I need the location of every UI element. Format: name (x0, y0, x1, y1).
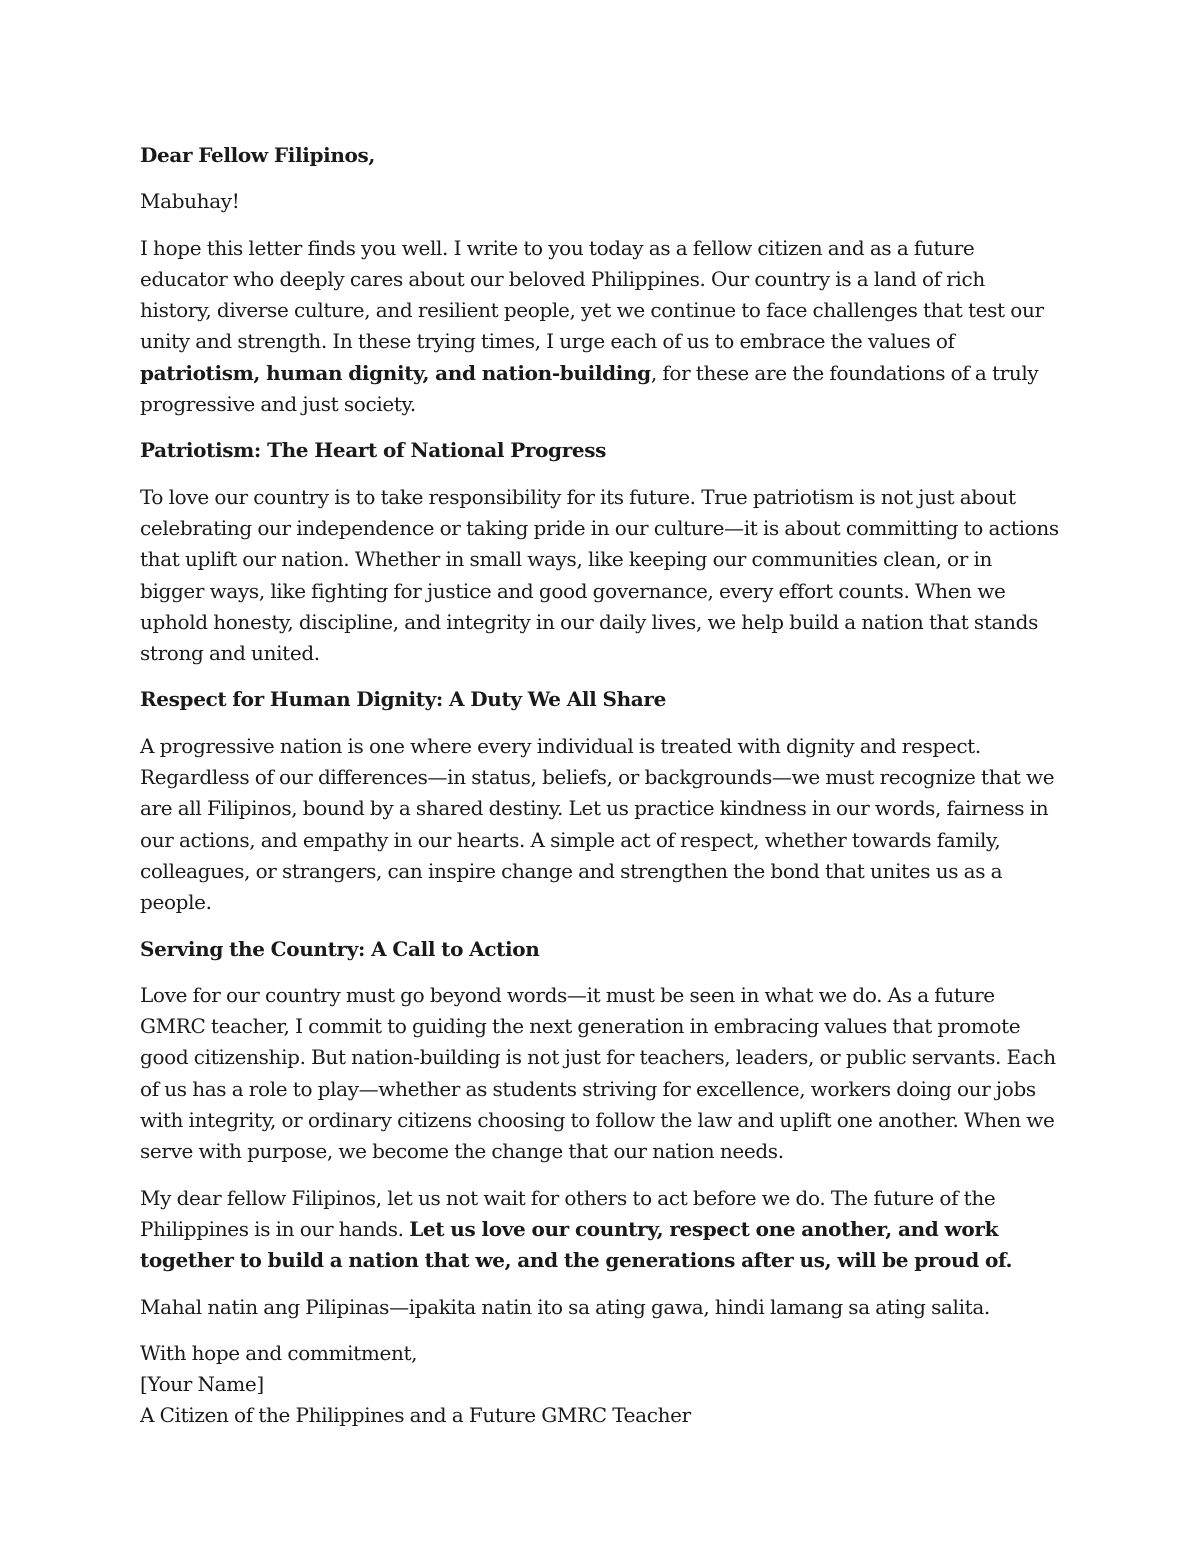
greeting: Mabuhay! (140, 189, 240, 214)
intro-tail: , for these are the foundations of a truly progressive and just society. (140, 360, 1039, 417)
filipino-line: Mahal natin ang Pilipinas—ipakita natin ito sa ating gawa, hindi lamang sa ating salita. (140, 1294, 990, 1319)
intro-text: I hope this letter finds you well. I write to you today as a fellow citizen and as a future educator who deeply cares about our beloved Philippines. Our country is a land of rich history, diverse culture, and resilient people, yet we continue to face challenges that test our unity and strength. In these trying times, I urge each of us to embrace the values of (140, 235, 1044, 354)
salutation: Dear Fellow Filipinos, (140, 143, 376, 167)
section-heading-patriotism: Patriotism: The Heart of National Progress (140, 438, 607, 463)
section-body-human-dignity: A progressive nation is one where every individual is treated with dignity and respect. Regardless of our differences—in status, beliefs, or backgrounds—we must recognize that we are all Filipinos, bound by a shared destiny. Let us practice kindness in our words, fairness in our actions, and empathy in our hearts. A simple act of respect, whether towards family, colleagues, or strangers, can inspire change and strengthen the bond that unites us as a people. (140, 733, 1055, 915)
letter-body (140, 140, 1060, 1447)
intro-bold-values: patriotism, human dignity, and nation-building (140, 360, 651, 385)
section-heading-human-dignity: Respect for Human Dignity: A Duty We All Share (140, 687, 666, 712)
conclusion-paragraph (140, 1183, 1060, 1277)
signature-name: [Your Name] (140, 1372, 264, 1397)
section-body-patriotism: To love our country is to take responsibility for its future. True patriotism is not just about celebrating our independence or taking pride in our culture—it is about committing to actions that uplift our nation. Whether in small ways, like keeping our communities clean, or in bigger ways, like fighting for justice and good governance, every effort counts. When we uphold honesty, discipline, and integrity in our daily lives, we help build a nation that stands strong and united. (140, 484, 1059, 666)
intro-paragraph (140, 233, 1060, 421)
closing-block (140, 1338, 1060, 1432)
conclusion-bold-call: Let us love our country, respect one another, and work together to build a nation that we, and the generations after us, will be proud of. (140, 1216, 1013, 1273)
valediction: With hope and commitment, (140, 1340, 418, 1365)
signature-title: A Citizen of the Philippines and a Future GMRC Teacher (140, 1403, 691, 1428)
conclusion-text: My dear fellow Filipinos, let us not wait for others to act before we do. The future of the Philippines is in our hands. (140, 1185, 996, 1241)
section-heading-serving-country: Serving the Country: A Call to Action (140, 936, 540, 961)
section-body-serving-country: Love for our country must go beyond words—it must be seen in what we do. As a future GMRC teacher, I commit to guiding the next generation in embracing values that promote good citizenship. But nation-building is not just for teachers, leaders, or public servants. Each of us has a role to play—whether as students striving for excellence, workers doing our jobs with integrity, or ordinary citizens choosing to follow the law and uplift one another. When we serve with purpose, we become the change that our nation needs. (140, 982, 1056, 1164)
